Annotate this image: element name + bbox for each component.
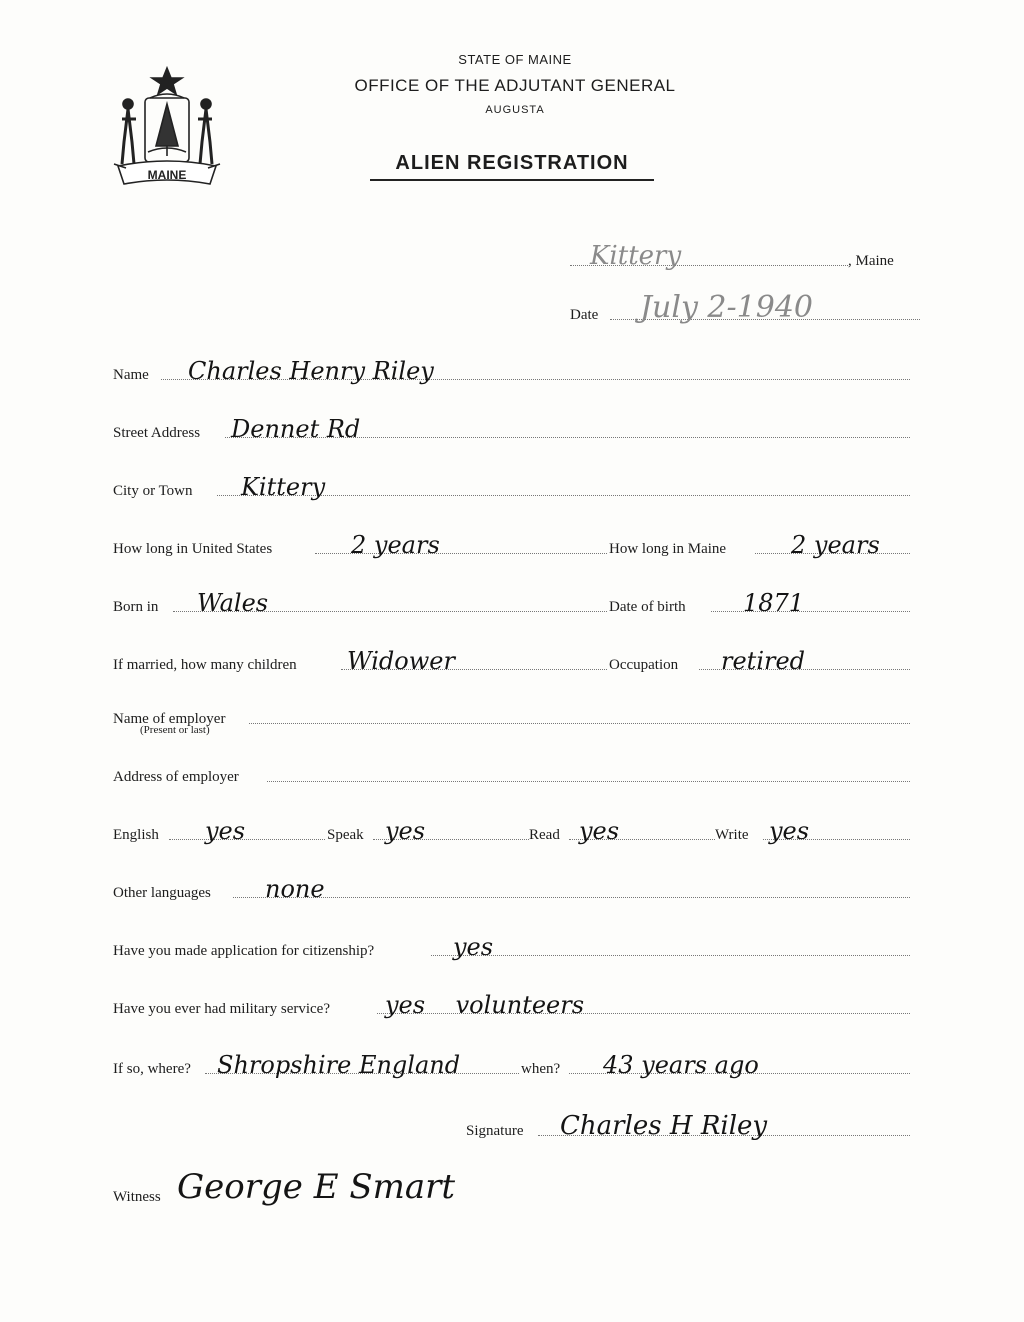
name-row xyxy=(113,356,910,386)
town-row xyxy=(560,242,920,272)
write-value: yes xyxy=(769,817,810,845)
city-value: Kittery xyxy=(241,473,326,501)
when-label: when? xyxy=(521,1061,561,1077)
where-label: If so, where? xyxy=(113,1061,191,1077)
employer-address-row xyxy=(113,758,910,788)
city-label: City or Town xyxy=(113,483,193,499)
signature-row xyxy=(466,1112,910,1142)
military-row xyxy=(113,990,910,1020)
how-long-us-value: 2 years xyxy=(351,531,440,559)
date-row xyxy=(570,290,920,326)
witness-label: Witness xyxy=(113,1189,161,1205)
citizenship-label: Have you made application for citizenship? xyxy=(113,943,375,959)
other-languages-value: none xyxy=(265,875,325,903)
city-row xyxy=(113,472,910,502)
military-label: Have you ever had military service? xyxy=(113,1001,330,1017)
speak-value: yes xyxy=(385,817,426,845)
citizenship-row xyxy=(113,932,910,962)
signature-label: Signature xyxy=(466,1123,524,1139)
street-value: Dennet Rd xyxy=(231,415,361,443)
occupation-value: retired xyxy=(721,647,806,675)
form-title: ALIEN REGISTRATION xyxy=(370,152,654,181)
city-heading: AUGUSTA xyxy=(485,104,545,116)
language-row xyxy=(113,816,910,846)
english-value: yes xyxy=(205,817,246,845)
town-value: Kittery xyxy=(590,241,682,271)
occupation-label: Occupation xyxy=(609,657,679,673)
born-in-value: Wales xyxy=(197,589,269,617)
date-of-birth-value: 1871 xyxy=(743,589,805,617)
service-location-row xyxy=(113,1050,910,1080)
citizenship-value: yes xyxy=(453,933,494,961)
maine-seal-icon xyxy=(112,64,222,192)
name-label: Name xyxy=(113,367,149,383)
street-label: Street Address xyxy=(113,425,201,441)
employer-name-sublabel: (Present or last) xyxy=(140,724,210,736)
speak-label: Speak xyxy=(327,827,364,843)
state-heading: STATE OF MAINE xyxy=(458,52,572,67)
how-long-maine-label: How long in Maine xyxy=(609,541,727,557)
born-in-label: Born in xyxy=(113,599,159,615)
employer-name-label: Name of employer xyxy=(113,711,226,727)
children-value: Widower xyxy=(347,647,455,675)
family-row xyxy=(113,646,910,676)
maine-label: , Maine xyxy=(848,253,894,269)
date-of-birth-label: Date of birth xyxy=(609,599,686,615)
read-value: yes xyxy=(579,817,620,845)
how-long-maine-value: 2 years xyxy=(791,531,880,559)
street-row xyxy=(113,414,910,444)
children-label: If married, how many children xyxy=(113,657,297,673)
other-languages-label: Other languages xyxy=(113,885,211,901)
residence-row xyxy=(113,530,910,560)
how-long-us-label: How long in United States xyxy=(113,541,273,557)
where-value: Shropshire England xyxy=(217,1051,461,1079)
when-value: 43 years ago xyxy=(603,1051,759,1079)
date-label: Date xyxy=(570,307,599,323)
signature-value: Charles H Riley xyxy=(560,1111,768,1141)
name-value: Charles Henry Riley xyxy=(188,357,434,385)
office-heading: OFFICE OF THE ADJUTANT GENERAL xyxy=(354,76,676,95)
write-label: Write xyxy=(715,827,749,843)
military-value: yes volunteers xyxy=(385,991,585,1019)
other-languages-row xyxy=(113,874,910,904)
employer-address-label: Address of employer xyxy=(113,769,239,785)
employer-name-row xyxy=(113,700,910,730)
read-label: Read xyxy=(529,827,560,843)
seal-text: MAINE xyxy=(147,168,187,182)
witness-value: George E Smart xyxy=(177,1167,456,1207)
english-label: English xyxy=(113,827,159,843)
witness-row xyxy=(113,1168,573,1208)
date-value: July 2-1940 xyxy=(640,290,813,325)
birth-row xyxy=(113,588,910,618)
